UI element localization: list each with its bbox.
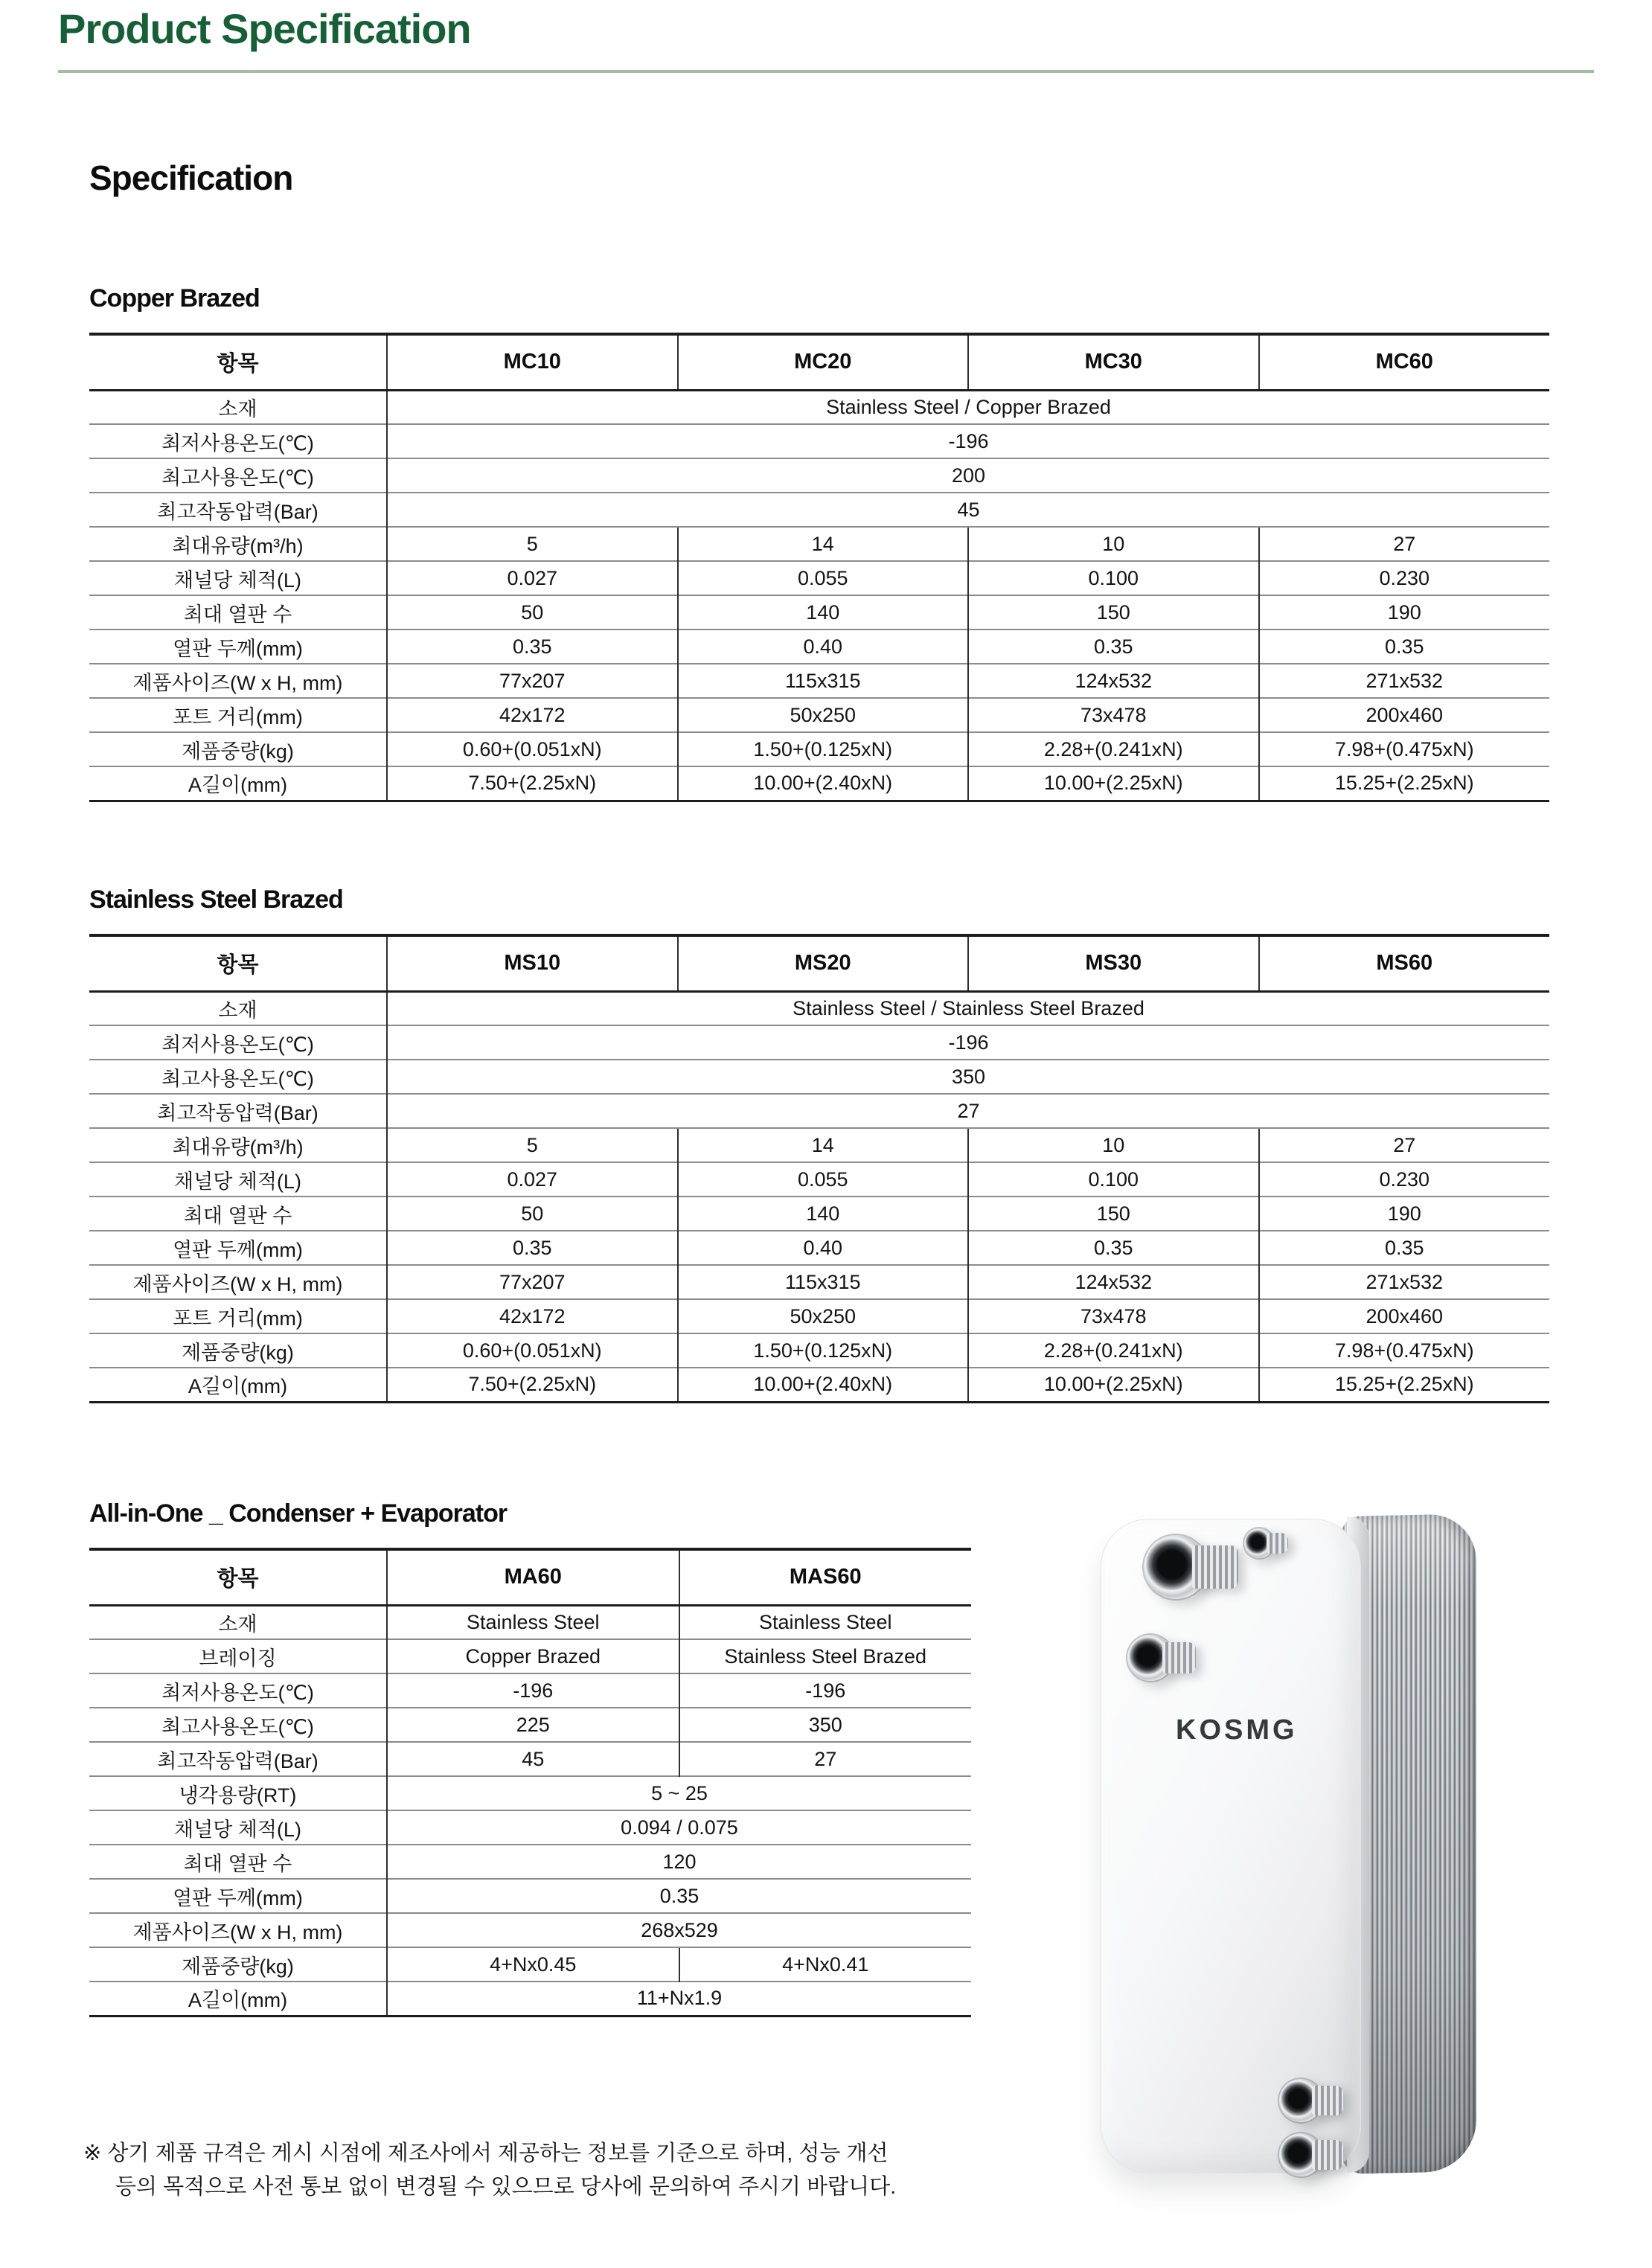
spec-value: 73x478 <box>968 698 1259 732</box>
spec-value: 10.00+(2.25xN) <box>968 766 1259 801</box>
row-label: 최저사용온도(℃) <box>89 424 387 458</box>
spec-value-merged: 27 <box>387 1094 1549 1128</box>
spec-value: 14 <box>678 1128 969 1162</box>
spec-value: 50x250 <box>678 698 969 732</box>
table-row <box>89 1810 971 1845</box>
spec-value: -196 <box>387 1673 679 1708</box>
row-label: 최대유량(m³/h) <box>89 527 387 561</box>
spec-value: 14 <box>678 527 969 561</box>
table-row <box>89 1742 971 1776</box>
all-in-one-section <box>89 1499 971 2017</box>
spec-value: 10.00+(2.25xN) <box>968 1368 1259 1402</box>
spec-value: 0.60+(0.051xN) <box>387 1333 678 1368</box>
table-row <box>89 1094 1549 1128</box>
header-row <box>89 1549 971 1605</box>
row-label: 최고사용온도(℃) <box>89 1060 387 1094</box>
table-row <box>89 1060 1549 1094</box>
spec-value-merged: 350 <box>387 1060 1549 1094</box>
row-label: 최대 열판 수 <box>89 595 387 630</box>
kosmg-logo: KOSMG <box>1176 1714 1298 1746</box>
spec-value: 0.027 <box>387 1162 678 1197</box>
spec-value: Stainless Steel Brazed <box>679 1639 972 1673</box>
spec-value: 77x207 <box>387 1265 678 1299</box>
spec-value-merged: 0.35 <box>387 1879 971 1913</box>
row-label: 냉각용량(RT) <box>89 1776 387 1810</box>
spec-value-merged: 5 ~ 25 <box>387 1776 971 1810</box>
table-row <box>89 991 1549 1025</box>
spec-value: 42x172 <box>387 1299 678 1333</box>
column-header: MC30 <box>968 334 1259 390</box>
column-header: MS30 <box>968 935 1259 991</box>
header-row <box>89 935 1549 991</box>
spec-value: 124x532 <box>968 1265 1259 1299</box>
table-row <box>89 527 1549 561</box>
spec-value: 0.40 <box>678 1231 969 1265</box>
spec-value: 27 <box>1259 527 1550 561</box>
row-label: 브레이징 <box>89 1639 387 1673</box>
table-row <box>89 1982 971 2016</box>
copper-brazed-table <box>89 333 1549 802</box>
footnote <box>83 2137 1095 2204</box>
spec-value: 115x315 <box>678 664 969 698</box>
spec-value: 140 <box>678 1197 969 1231</box>
row-label: 최저사용온도(℃) <box>89 1673 387 1708</box>
spec-value-merged: 120 <box>387 1845 971 1879</box>
row-label: 최대유량(m³/h) <box>89 1128 387 1162</box>
table-row <box>89 1947 971 1982</box>
spec-value: 150 <box>968 595 1259 630</box>
section-title: Specification <box>89 158 293 197</box>
row-label: A길이(mm) <box>89 1368 387 1402</box>
header-row <box>89 334 1549 390</box>
footnote-line-1: ※ 상기 제품 규격은 게시 시점에 제조사에서 제공하는 정보를 기준으로 하며, 성능 개선 <box>83 2142 889 2165</box>
table-title: All-in-One _ Condenser + Evaporator <box>89 1499 508 1528</box>
table-row <box>89 1265 1549 1299</box>
table-row <box>89 664 1549 698</box>
spec-value: 0.35 <box>1259 1231 1550 1265</box>
spec-value: -196 <box>679 1673 972 1708</box>
port-top-left <box>1144 1535 1208 1599</box>
stainless-brazed-table <box>89 934 1549 1403</box>
spec-value-merged: 268x529 <box>387 1913 971 1947</box>
spec-value: 0.027 <box>387 561 678 595</box>
port-bottom-lower <box>1279 2133 1322 2176</box>
row-label: 최대 열판 수 <box>89 1845 387 1879</box>
footnote-line-2: 등의 목적으로 사전 통보 없이 변경될 수 있으므로 당사에 문의하여 주시기 바랍니다. <box>115 2175 897 2199</box>
port-mid-left <box>1127 1635 1174 1681</box>
column-header: MC60 <box>1259 334 1550 390</box>
spec-value: 140 <box>678 595 969 630</box>
table-row <box>89 493 1549 527</box>
table-row <box>89 1913 971 1947</box>
spec-value: 0.230 <box>1259 561 1550 595</box>
spec-value: 7.98+(0.475xN) <box>1259 1333 1550 1368</box>
spec-value: 0.055 <box>678 561 969 595</box>
spec-value: 50x250 <box>678 1299 969 1333</box>
table-row <box>89 630 1549 664</box>
spec-value: 7.50+(2.25xN) <box>387 766 678 801</box>
stainless-brazed-section <box>89 885 1549 1403</box>
spec-value: Stainless Steel <box>679 1605 972 1639</box>
front-panel <box>1101 1519 1360 2173</box>
table-row <box>89 766 1549 801</box>
table-title: Stainless Steel Brazed <box>89 885 343 914</box>
spec-value: 0.35 <box>387 1231 678 1265</box>
spec-value: 150 <box>968 1197 1259 1231</box>
spec-value: 27 <box>1259 1128 1550 1162</box>
table-row <box>89 1333 1549 1368</box>
spec-value: 0.100 <box>968 1162 1259 1197</box>
table-row <box>89 1128 1549 1162</box>
row-label: 소재 <box>218 397 257 420</box>
spec-value: 0.60+(0.051xN) <box>387 732 678 766</box>
row-label: 제품사이즈(W x H, mm) <box>89 1913 387 1947</box>
row-label: 열판 두께(mm) <box>89 630 387 664</box>
column-header: MC10 <box>387 334 678 390</box>
spec-value-merged: 45 <box>387 493 1549 527</box>
table-row <box>89 1673 971 1708</box>
product-render <box>1101 1509 1482 2185</box>
spec-value-merged: 200 <box>387 458 1549 493</box>
spec-value: 73x478 <box>968 1299 1259 1333</box>
table-row <box>89 732 1549 766</box>
row-label: 채널당 체적(L) <box>89 1810 387 1845</box>
table-row <box>89 458 1549 493</box>
row-label: 제품사이즈(W x H, mm) <box>89 664 387 698</box>
table-row <box>89 595 1549 630</box>
table-row <box>89 1845 971 1879</box>
spec-value: 1.50+(0.125xN) <box>678 1333 969 1368</box>
spec-value: 271x532 <box>1259 1265 1550 1299</box>
row-label: 최고사용온도(℃) <box>89 1708 387 1742</box>
table-row <box>89 1162 1549 1197</box>
row-label: 채널당 체적(L) <box>89 561 387 595</box>
row-label: 제품중량(kg) <box>89 732 387 766</box>
spec-value: 77x207 <box>387 664 678 698</box>
spec-value: 0.35 <box>968 1231 1259 1265</box>
row-label: 제품중량(kg) <box>89 1947 387 1982</box>
spec-value: 4+Nx0.41 <box>679 1947 972 1982</box>
spec-value: 115x315 <box>678 1265 969 1299</box>
table-row <box>89 1299 1549 1333</box>
spec-value: 0.35 <box>1259 630 1550 664</box>
spec-value: 190 <box>1259 595 1550 630</box>
spec-value: 0.35 <box>968 630 1259 664</box>
spec-value: 10 <box>968 527 1259 561</box>
spec-value: 45 <box>387 1742 679 1776</box>
spec-value: 350 <box>679 1708 972 1742</box>
column-header: MA60 <box>387 1549 679 1605</box>
spec-value: 5 <box>387 527 678 561</box>
spec-value: 200x460 <box>1259 1299 1550 1333</box>
spec-value: 225 <box>387 1708 679 1742</box>
row-label: 최고작동압력(Bar) <box>89 1742 387 1776</box>
column-header: MC20 <box>678 334 969 390</box>
spec-value: 50 <box>387 595 678 630</box>
copper-brazed-section <box>89 284 1549 802</box>
spec-value: 4+Nx0.45 <box>387 1947 679 1982</box>
table-row <box>89 1231 1549 1265</box>
table-row <box>89 1025 1549 1060</box>
spec-value: 200x460 <box>1259 698 1550 732</box>
table-row <box>89 390 1549 424</box>
table-row <box>89 698 1549 732</box>
spec-value: 0.40 <box>678 630 969 664</box>
row-label: 채널당 체적(L) <box>89 1162 387 1197</box>
row-label: 포트 거리(mm) <box>89 698 387 732</box>
spec-value: 124x532 <box>968 664 1259 698</box>
column-header: MS60 <box>1259 935 1550 991</box>
spec-value: 42x172 <box>387 698 678 732</box>
row-label: 제품사이즈(W x H, mm) <box>89 1265 387 1299</box>
row-label: 제품중량(kg) <box>89 1333 387 1368</box>
column-header: 항목 <box>89 334 387 390</box>
spec-value: 5 <box>387 1128 678 1162</box>
column-header: MS20 <box>678 935 969 991</box>
spec-value: 0.055 <box>678 1162 969 1197</box>
page-title: Product Specification <box>58 5 471 52</box>
spec-value: 0.230 <box>1259 1162 1550 1197</box>
table-row <box>89 1639 971 1673</box>
row-label: 최고작동압력(Bar) <box>89 493 387 527</box>
table-row <box>89 424 1549 458</box>
row-label: 소재 <box>218 1612 257 1636</box>
column-header: MAS60 <box>679 1549 972 1605</box>
spec-value: 0.100 <box>968 561 1259 595</box>
table-row <box>89 1708 971 1742</box>
column-header: 항목 <box>89 1549 387 1605</box>
spec-value-merged: 11+Nx1.9 <box>387 1982 971 2016</box>
spec-value: 10.00+(2.40xN) <box>678 766 969 801</box>
divider-rule <box>58 70 1594 73</box>
spec-value: 2.28+(0.241xN) <box>968 732 1259 766</box>
spec-value: 190 <box>1259 1197 1550 1231</box>
spec-value: 15.25+(2.25xN) <box>1259 766 1550 801</box>
spec-value: 271x532 <box>1259 664 1550 698</box>
table-row <box>89 1776 971 1810</box>
spec-value: 7.50+(2.25xN) <box>387 1368 678 1402</box>
table-row <box>89 1368 1549 1402</box>
row-label: 포트 거리(mm) <box>89 1299 387 1333</box>
spec-value: 27 <box>679 1742 972 1776</box>
spec-value: 15.25+(2.25xN) <box>1259 1368 1550 1402</box>
column-header: 항목 <box>89 935 387 991</box>
spec-value: Stainless Steel <box>387 1605 679 1639</box>
spec-value: 0.35 <box>387 630 678 664</box>
row-label: 최저사용온도(℃) <box>89 1025 387 1060</box>
spec-value: 2.28+(0.241xN) <box>968 1333 1259 1368</box>
spec-value: 1.50+(0.125xN) <box>678 732 969 766</box>
port-bottom-upper <box>1279 2079 1322 2122</box>
spec-value: 7.98+(0.475xN) <box>1259 732 1550 766</box>
all-in-one-table <box>89 1548 971 2017</box>
table-row <box>89 561 1549 595</box>
port-top-right <box>1244 1528 1274 1558</box>
spec-value: Copper Brazed <box>387 1639 679 1673</box>
spec-value: 50 <box>387 1197 678 1231</box>
row-label: 열판 두께(mm) <box>89 1231 387 1265</box>
spec-value-merged: Stainless Steel / Copper Brazed <box>387 390 1549 424</box>
spec-value-merged: -196 <box>387 1025 1549 1060</box>
row-label: 최고작동압력(Bar) <box>89 1094 387 1128</box>
spec-value-merged: 0.094 / 0.075 <box>387 1810 971 1845</box>
table-row <box>89 1605 971 1639</box>
row-label: 최고사용온도(℃) <box>89 458 387 493</box>
spec-value: 10.00+(2.40xN) <box>678 1368 969 1402</box>
row-label: A길이(mm) <box>89 766 387 801</box>
spec-value: 10 <box>968 1128 1259 1162</box>
row-label: 열판 두께(mm) <box>89 1879 387 1913</box>
row-label: A길이(mm) <box>89 1982 387 2016</box>
spec-value-merged: Stainless Steel / Stainless Steel Brazed <box>387 991 1549 1025</box>
row-label: 최대 열판 수 <box>89 1197 387 1231</box>
table-title: Copper Brazed <box>89 284 260 313</box>
row-label: 소재 <box>218 999 257 1022</box>
spec-value-merged: -196 <box>387 424 1549 458</box>
column-header: MS10 <box>387 935 678 991</box>
table-row <box>89 1879 971 1913</box>
table-row <box>89 1197 1549 1231</box>
